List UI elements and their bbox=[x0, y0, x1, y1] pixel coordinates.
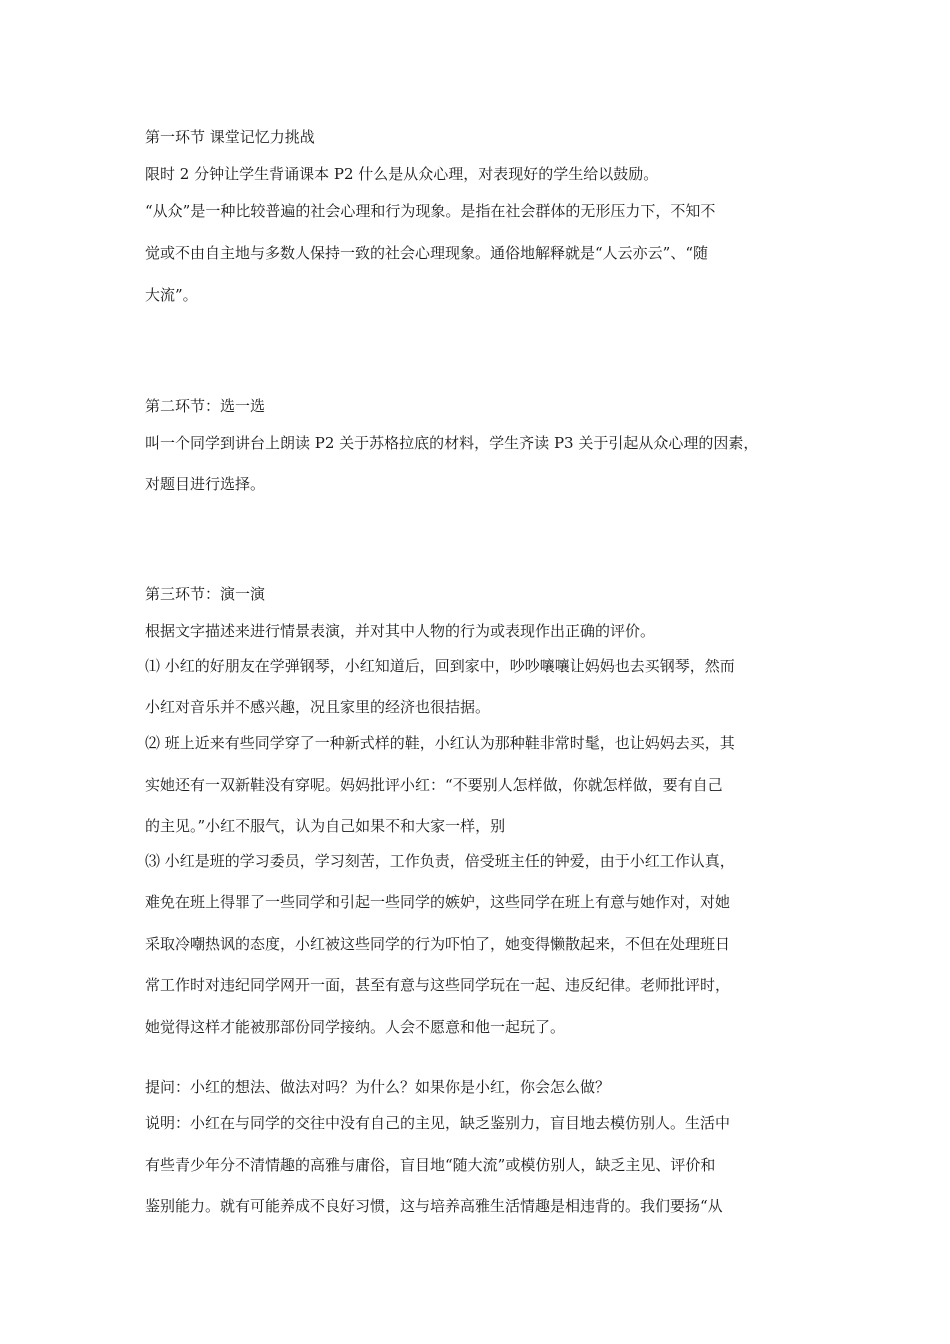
section3-line-1: 根据文字描述来进行情景表演，并对其中人物的行为或表现作出正确的评价。 bbox=[145, 622, 656, 640]
section3-line-10: 常工作时对违纪同学网开一面，甚至有意与这些同学玩在一起、违反纪律。老师批评时， bbox=[145, 976, 731, 994]
explanation-line-1: 说明：小红在与同学的交往中没有自己的主见，缺乏鉴别力，盲目地去模仿别人。生活中 bbox=[145, 1114, 731, 1132]
section3-line-8: 难免在班上得罪了一些同学和引起一些同学的嫉妒，这些同学在班上有意与她作对，对她 bbox=[145, 893, 731, 911]
section1-line-1: 限时 2 分钟让学生背诵课本 P2 什么是从众心理，对表现好的学生给以鼓励。 bbox=[145, 165, 659, 183]
section3-line-4: ⑵ 班上近来有些同学穿了一种新式样的鞋，小红认为那种鞋非常时髦，也让妈妈去买，其 bbox=[145, 734, 735, 752]
section1-heading: 第一环节 课堂记忆力挑战 bbox=[145, 128, 315, 146]
section1-line-3: 觉或不由自主地与多数人保持一致的社会心理现象。通俗地解释就是“人云亦云”、“随 bbox=[145, 244, 709, 262]
section3-line-11: 她觉得这样才能被那部份同学接纳。人会不愿意和他一起玩了。 bbox=[145, 1018, 566, 1036]
explanation-line-2: 有些青少年分不清情趣的高雅与庸俗，盲目地“随大流”或模仿别人，缺乏主见、评价和 bbox=[145, 1156, 716, 1174]
section3-line-9: 采取冷嘲热讽的态度，小红被这些同学的行为吓怕了，她变得懒散起来，不但在处理班日 bbox=[145, 935, 731, 953]
section1-line-2: “从众”是一种比较普遍的社会心理和行为现象。是指在社会群体的无形压力下，不知不 bbox=[145, 202, 716, 220]
section2-line-2: 对题目进行选择。 bbox=[145, 475, 266, 493]
section2-line-1: 叫一个同学到讲台上朗读 P2 关于苏格拉底的材料，学生齐读 P3 关于引起从众心理的因素， bbox=[145, 434, 759, 452]
section3-line-3: 小红对音乐并不感兴趣，况且家里的经济也很拮据。 bbox=[145, 698, 491, 716]
section3-line-5: 实她还有一双新鞋没有穿呢。妈妈批评小红：“不要别人怎样做，你就怎样做，要有自己 bbox=[145, 776, 723, 794]
section3-heading: 第三环节：演一演 bbox=[145, 585, 266, 603]
section1-line-4: 大流”。 bbox=[145, 286, 198, 304]
section3-line-2: ⑴ 小红的好朋友在学弹钢琴，小红知道后，回到家中，吵吵嚷嚷让妈妈也去买钢琴，然而 bbox=[145, 657, 735, 675]
section3-line-6: 的主见。”小红不服气，认为自己如果不和大家一样，别 bbox=[145, 817, 506, 835]
question-line: 提问：小红的想法、做法对吗？为什么？如果你是小红，你会怎么做？ bbox=[145, 1078, 611, 1096]
section2-heading: 第二环节：选一选 bbox=[145, 397, 266, 415]
explanation-line-3: 鉴别能力。就有可能养成不良好习惯，这与培养高雅生活情趣是相违背的。我们要扬“从 bbox=[145, 1197, 723, 1215]
section3-line-7: ⑶ 小红是班的学习委员，学习刻苦，工作负责，倍受班主任的钟爱，由于小红工作认真， bbox=[145, 852, 735, 870]
